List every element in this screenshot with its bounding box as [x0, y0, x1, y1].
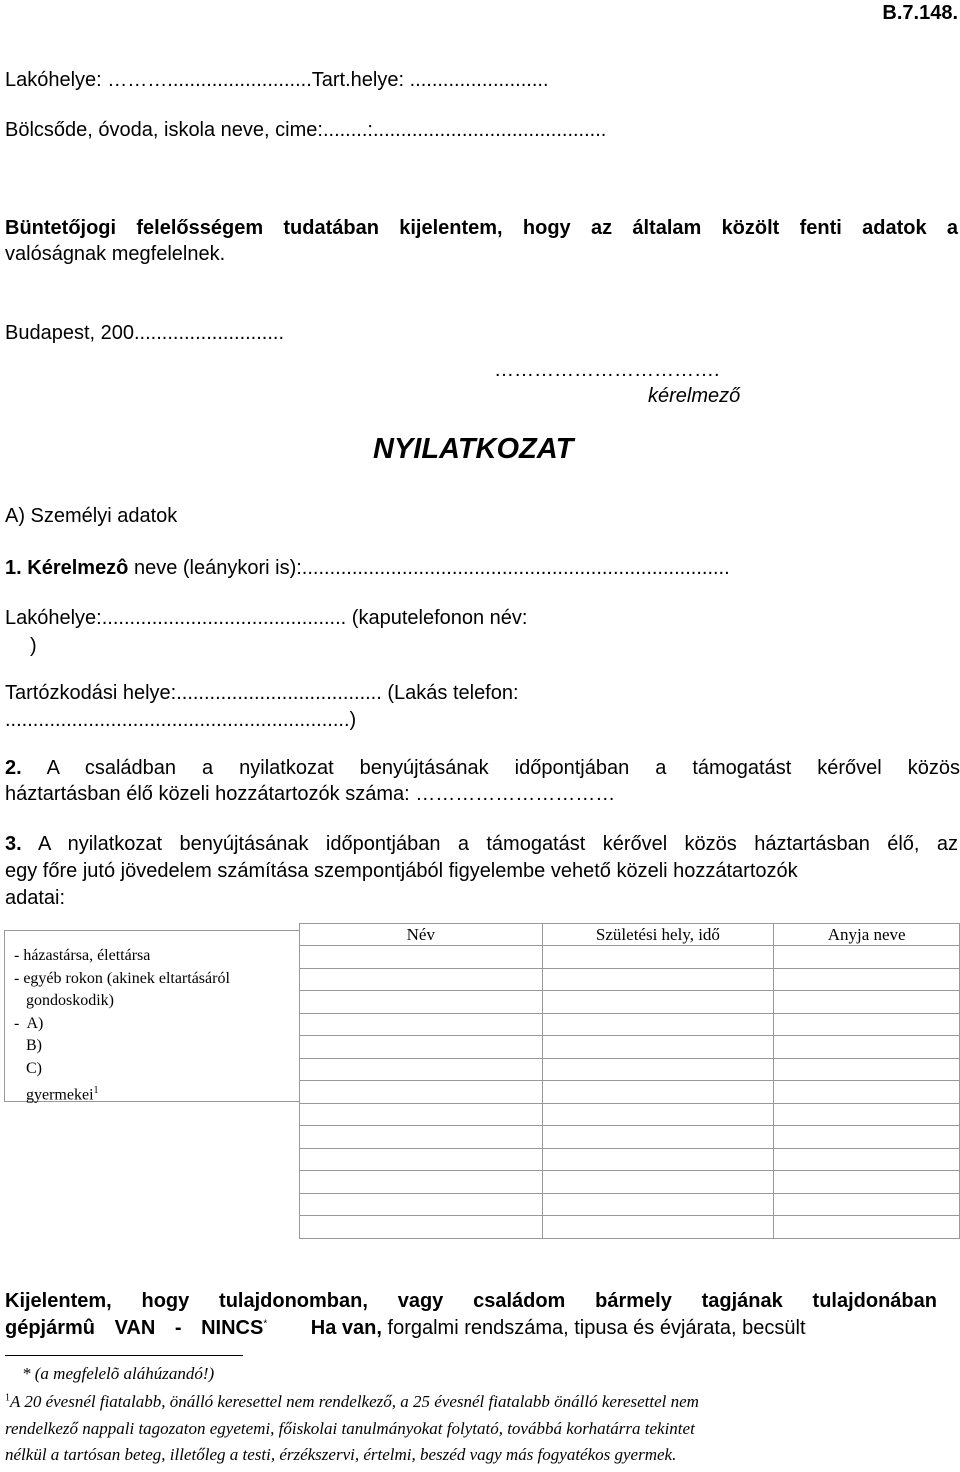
table-cell — [300, 991, 543, 1014]
table-cell — [300, 1126, 543, 1149]
table-row — [300, 946, 960, 969]
vehicle-line-1: Kijelentem, hogy tulajdonomban, vagy családom bármely tagjának tulajdonában — [5, 1290, 937, 1312]
declaration-line-2: valóságnak megfelelnek. — [5, 243, 226, 265]
item1-stay-close: ..............................................................) — [5, 709, 357, 731]
footnote-divider — [5, 1355, 243, 1356]
table-cell — [542, 1171, 774, 1194]
table-row — [300, 1216, 960, 1239]
item3-text-1: A nyilatkozat benyújtásának időpontjában a támogatást kérővel közös háztartásban élő, az — [37, 833, 959, 855]
table-cell — [542, 946, 774, 969]
label-children-text: gyermekei — [14, 1086, 94, 1104]
table-cell — [774, 946, 960, 969]
page-title: NYILATKOZAT — [373, 433, 574, 465]
label-c: C) — [14, 1059, 42, 1077]
school-line: Bölcsőde, óvoda, iskola neve, cime:........:.......................................... — [5, 119, 607, 141]
table-cell — [300, 946, 543, 969]
footnote-1-line-3: nélkül a tartósan beteg, illetőleg a testi, érzékszervi, értelmi, beszéd vagy más fogyatékos gyermek. — [5, 1445, 677, 1464]
footnote-1-line-2: rendelkező nappali tagozaton egyetemi, főiskolai tanulmányokat folytató, továbbá korhatárra tekintet — [5, 1419, 695, 1438]
table-cell — [542, 1148, 774, 1171]
table-cell — [300, 968, 543, 991]
label-b: B) — [14, 1037, 42, 1054]
table-row — [300, 1058, 960, 1081]
footnote-1-line-1 — [5, 1392, 699, 1412]
item3-line-3: adatai: — [5, 887, 66, 909]
item2-text-1: A családban a nyilatkozat benyújtásának időpontjában a támogatást kérővel közös — [46, 757, 960, 779]
signature-dots: ……………………………. — [494, 359, 720, 381]
item1-name-line — [5, 557, 730, 580]
item1-applicant: Kérelmezô — [27, 557, 129, 579]
relatives-labels — [14, 945, 230, 1107]
table-cell — [300, 1103, 543, 1126]
table-row — [300, 1148, 960, 1171]
table-row — [300, 991, 960, 1014]
header-mother: Anyja neve — [774, 924, 960, 946]
table-cell — [300, 1036, 543, 1059]
footnote-ref-1: 1 — [93, 1085, 99, 1096]
table-row — [300, 1036, 960, 1059]
place-date: Budapest, 200........................... — [5, 322, 285, 344]
footnote-star: * (a megfelelõ aláhúzandó!) — [22, 1364, 215, 1383]
table-row — [300, 1013, 960, 1036]
table-cell — [300, 1193, 543, 1216]
vehicle-has-label: gépjármû VAN - NINCS — [5, 1317, 264, 1339]
table-cell — [774, 1148, 960, 1171]
table-row — [300, 1081, 960, 1104]
item1-name-rest: neve (leánykori is):............................................................................. — [133, 557, 730, 579]
table-row — [300, 1171, 960, 1194]
page-id: B.7.148. — [882, 2, 958, 24]
label-other-relative-cont: gondoskodik) — [14, 992, 114, 1009]
table-cell — [774, 1013, 960, 1036]
table-cell — [300, 1013, 543, 1036]
section-a-heading: A) Személyi adatok — [5, 505, 178, 527]
table-cell — [300, 1081, 543, 1104]
table-cell — [774, 1058, 960, 1081]
header-name: Név — [300, 924, 543, 946]
signature-label: kérelmező — [648, 385, 741, 407]
table-cell — [542, 1193, 774, 1216]
table-header-row — [300, 924, 960, 946]
table-cell — [774, 991, 960, 1014]
table-cell — [542, 1103, 774, 1126]
table-cell — [542, 1126, 774, 1149]
table-cell — [542, 968, 774, 991]
item1-number: 1. — [5, 557, 22, 579]
label-spouse: - házastársa, élettársa — [14, 947, 151, 964]
item3-number: 3. — [5, 833, 22, 855]
vehicle-line-2 — [5, 1317, 806, 1340]
table-row — [300, 1193, 960, 1216]
table-row — [300, 1126, 960, 1149]
table-cell — [774, 1193, 960, 1216]
table-cell — [774, 968, 960, 991]
table-cell — [774, 1081, 960, 1104]
table-cell — [774, 1171, 960, 1194]
declaration-line-1: Büntetőjogi felelősségem tudatában kijelentem, hogy az általam közölt fenti adatok a — [5, 217, 958, 239]
item2-line-2: háztartásban élő közeli hozzátartozók száma: ………………………… — [5, 783, 616, 805]
table-cell — [542, 1058, 774, 1081]
table-row — [300, 968, 960, 991]
table-row — [300, 1103, 960, 1126]
footnote-1-mark: 1 — [5, 1392, 10, 1404]
label-other-relative: - egyéb rokon (akinek eltartásáról — [14, 969, 230, 987]
item1-stay: Tartózkodási helye:..................................... (Lakás telefon: — [5, 682, 519, 704]
vehicle-star: * — [263, 1318, 268, 1330]
footnote-1-text-1: A 20 évesnél fiatalabb, önálló keresettel nem rendelkező, a 25 évesnél fiatalabb önálló keresettel nem — [10, 1392, 699, 1411]
vehicle-details: forgalmi rendszáma, tipusa és évjárata, becsült — [387, 1317, 806, 1339]
table-cell — [542, 1036, 774, 1059]
item1-residence: Lakóhelye:............................................ (kaputelefonon név: — [5, 607, 528, 629]
table-cell — [774, 1126, 960, 1149]
table-cell — [542, 1081, 774, 1104]
table-cell — [300, 1058, 543, 1081]
label-a: - A) — [14, 1014, 44, 1032]
table-cell — [542, 991, 774, 1014]
header-birth: Születési hely, idő — [542, 924, 774, 946]
relatives-table — [299, 923, 960, 1239]
table-cell — [300, 1216, 543, 1239]
table-cell — [542, 1216, 774, 1239]
table-cell — [300, 1148, 543, 1171]
table-cell — [774, 1036, 960, 1059]
item2-number: 2. — [5, 757, 22, 779]
item3-line-1 — [5, 833, 958, 856]
table-cell — [542, 1013, 774, 1036]
item3-line-2: egy főre jutó jövedelem számítása szempontjából figyelembe vehető közeli hozzátartozók — [5, 860, 798, 882]
residence-line-top: Lakóhelye: ………..........................Tart.helye: ......................... — [5, 69, 549, 91]
table-cell — [774, 1103, 960, 1126]
label-children — [14, 1080, 230, 1107]
table-cell — [300, 1171, 543, 1194]
table-cell — [774, 1216, 960, 1239]
item2-line-1 — [5, 757, 960, 780]
item1-residence-close: ) — [30, 635, 37, 657]
vehicle-if-yes: Ha van, — [310, 1317, 382, 1339]
